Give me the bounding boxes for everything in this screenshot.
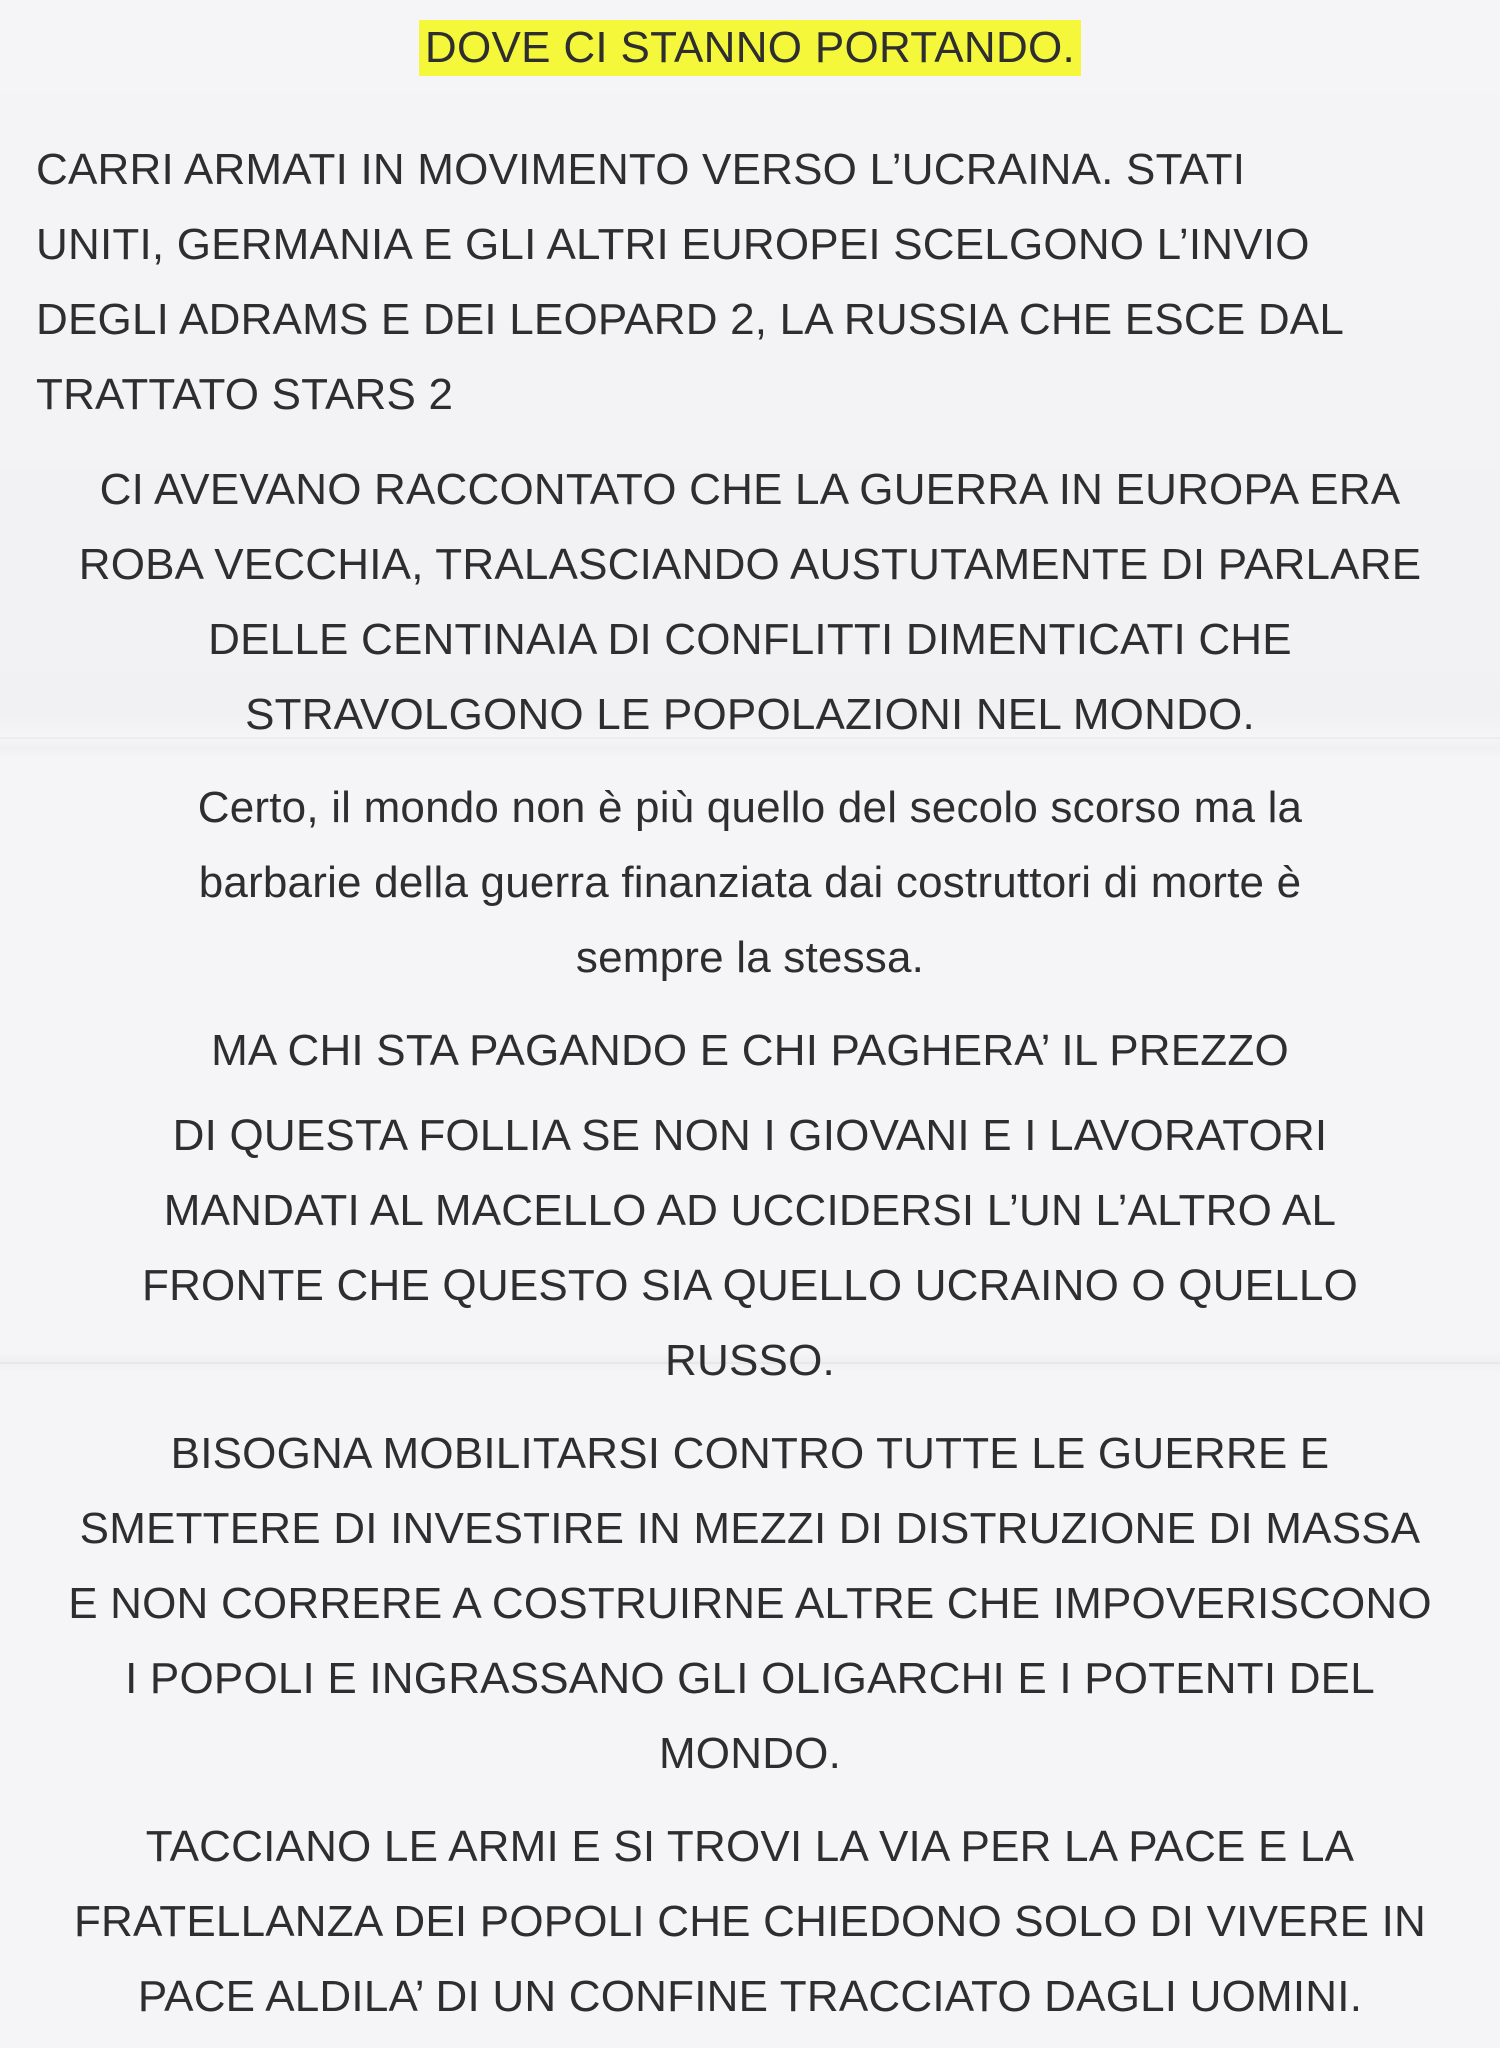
text-line: TRATTATO STARS 2 [36, 370, 454, 419]
text-line: UNITI, GERMANIA E GLI ALTRI EUROPEI SCELGONO L’INVIO [36, 220, 1310, 269]
paragraph-madness [36, 1098, 1464, 1398]
paragraph-barbarism [36, 770, 1464, 995]
text-line: DI QUESTA FOLLIA SE NON I GIOVANI E I LAVORATORI [172, 1111, 1328, 1160]
paragraph-war-in-europe [36, 452, 1464, 752]
text-line: sempre la stessa. [575, 933, 925, 982]
text-line: MANDATI AL MACELLO AD UCCIDERSI L’UN L’ALTRO AL [163, 1186, 1337, 1235]
paragraph-peace [36, 1809, 1464, 2034]
text-line: STRAVOLGONO LE POPOLAZIONI NEL MONDO. [245, 690, 1255, 739]
text-line: CARRI ARMATI IN MOVIMENTO VERSO L’UCRAINA. STATI [36, 145, 1246, 194]
title-area [36, 0, 1464, 82]
text-line: barbarie della guerra finanziata dai costruttori di morte è [198, 858, 1302, 907]
text-line: ROBA VECCHIA, TRALASCIANDO AUSTUTAMENTE DI PARLARE [78, 540, 1422, 589]
text-line: MONDO. [658, 1729, 842, 1778]
text-line: E NON CORRERE A COSTRUIRNE ALTRE CHE IMPOVERISCONO [68, 1579, 1432, 1628]
text-line: RUSSO. [665, 1336, 835, 1385]
text-line: BISOGNA MOBILITARSI CONTRO TUTTE LE GUERRE E [170, 1429, 1330, 1478]
text-line: DELLE CENTINAIA DI CONFLITTI DIMENTICATI CHE [208, 615, 1292, 664]
text-line: SMETTERE DI INVESTIRE IN MEZZI DI DISTRUZIONE DI MASSA [79, 1504, 1421, 1553]
paper-fold-line [0, 737, 1500, 739]
paragraph-tanks [36, 132, 1464, 432]
paper-fold-line [0, 1362, 1500, 1364]
text-line: Certo, il mondo non è più quello del secolo scorso ma la [197, 783, 1303, 832]
text-line: CI AVEVANO RACCONTATO CHE LA GUERRA IN EUROPA ERA [99, 465, 1401, 514]
text-line: DEGLI ADRAMS E DEI LEOPARD 2, LA RUSSIA CHE ESCE DAL [36, 295, 1345, 344]
paragraph-who-pays [36, 1013, 1464, 1088]
text-line: FRONTE CHE QUESTO SIA QUELLO UCRAINO O QUELLO [142, 1261, 1358, 1310]
text-line: FRATELLANZA DEI POPOLI CHE CHIEDONO SOLO DI VIVERE IN [73, 1897, 1427, 1946]
text-line: TACCIANO LE ARMI E SI TROVI LA VIA PER LA PACE E LA [145, 1822, 1355, 1871]
text-line: MA CHI STA PAGANDO E CHI PAGHERA’ IL PREZZO [211, 1026, 1289, 1075]
text-line: PACE ALDILA’ DI UN CONFINE TRACCIATO DAGLI UOMINI. [137, 1972, 1363, 2021]
document-title: DOVE CI STANNO PORTANDO. [419, 20, 1081, 76]
paragraph-mobilize [36, 1416, 1464, 1791]
text-line: I POPOLI E INGRASSANO GLI OLIGARCHI E I POTENTI DEL [125, 1654, 1375, 1703]
